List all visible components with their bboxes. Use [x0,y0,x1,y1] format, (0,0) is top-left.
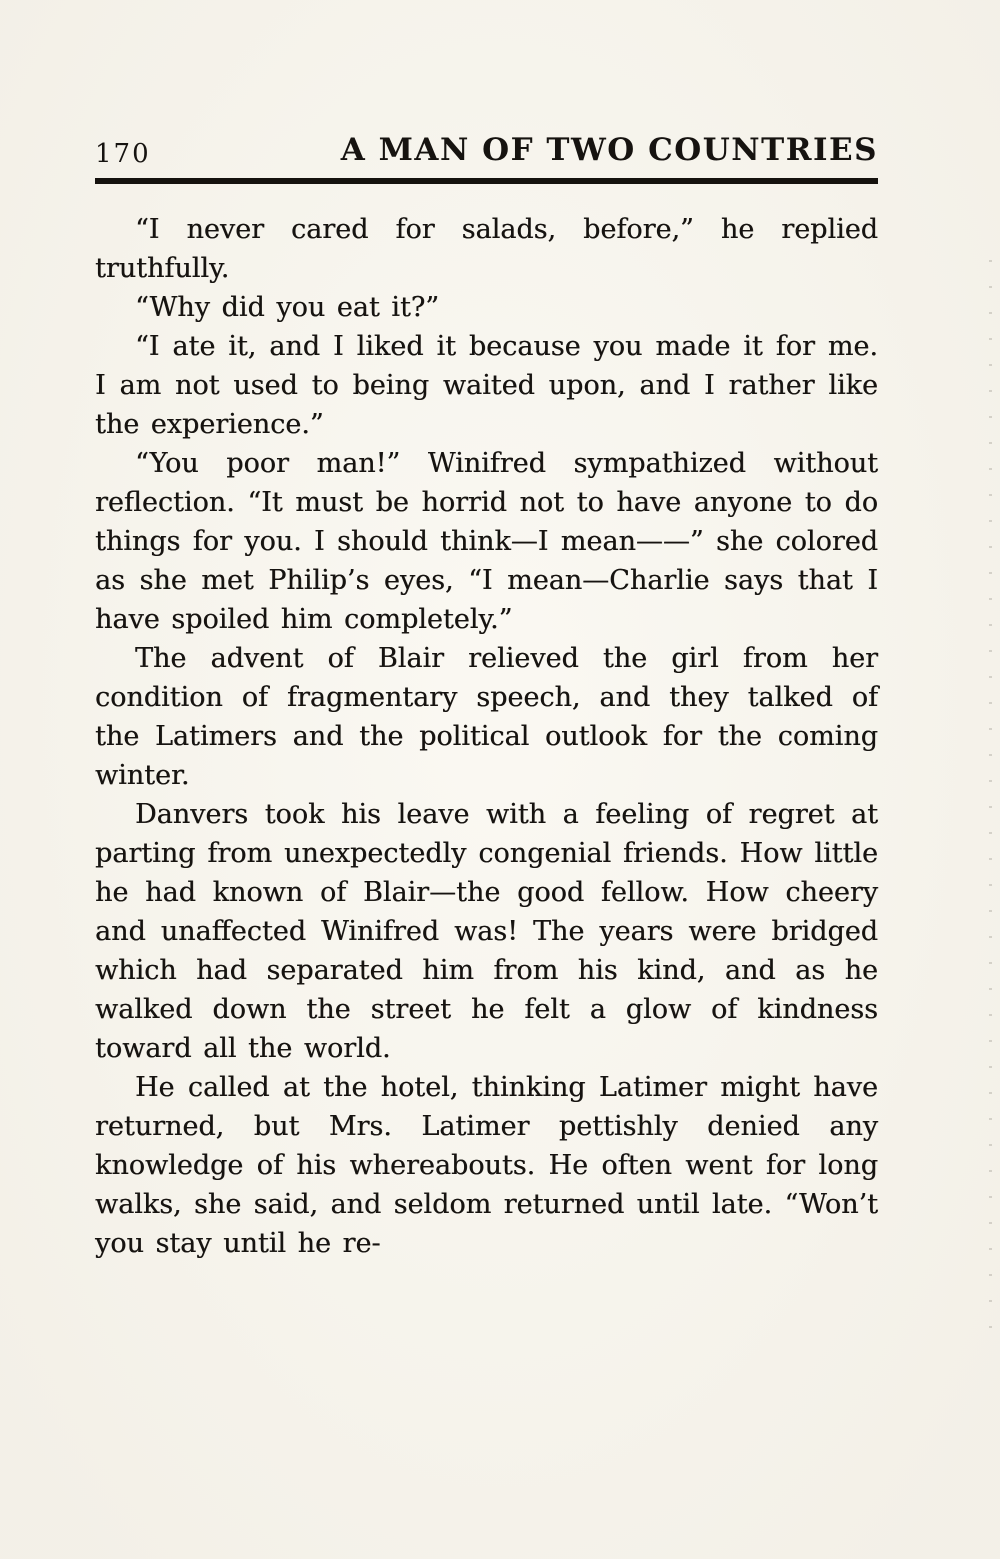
page-number: 170 [95,139,151,169]
scan-artifact [989,260,992,1340]
paragraph: “Why did you eat it?” [135,292,440,323]
paragraph: “You poor man!” Winifred sympathized without reflection. “It must be horrid not to have anyone to do things for you. I should think—I mean——” she colored as she met Philip’s eyes, “I mean—Charlie says that I have spoiled him completely.” [95,448,878,635]
paragraph: “I never cared for salads, before,” he replied truthfully. [95,214,878,284]
paragraph: He called at the hotel, thinking Latimer might have returned, but Mrs. Latimer pettishly denied any knowledge of his whereabouts. He often went for long walks, she said, and seldom returned until late. “Won’t you stay until he re- [95,1072,878,1259]
paragraph: Danvers took his leave with a feeling of regret at parting from unexpectedly congenial friends. How little he had known of Blair—the good fellow. How cheery and unaffected Winifred was! The years were bridged which had separated him from his kind, and as he walked down the street he felt a glow of kindness toward all the world. [95,799,878,1064]
header-rule [95,178,878,184]
paragraph: The advent of Blair relieved the girl from her condition of fragmentary speech, and they talked of the Latimers and the political outlook for the coming winter. [95,643,878,791]
page-header [95,132,878,168]
running-title: A MAN OF TWO COUNTRIES [340,132,878,168]
paragraph: “I ate it, and I liked it because you made it for me. I am not used to being waited upon, and I rather like the experience.” [95,331,878,440]
page-body [95,210,878,1263]
